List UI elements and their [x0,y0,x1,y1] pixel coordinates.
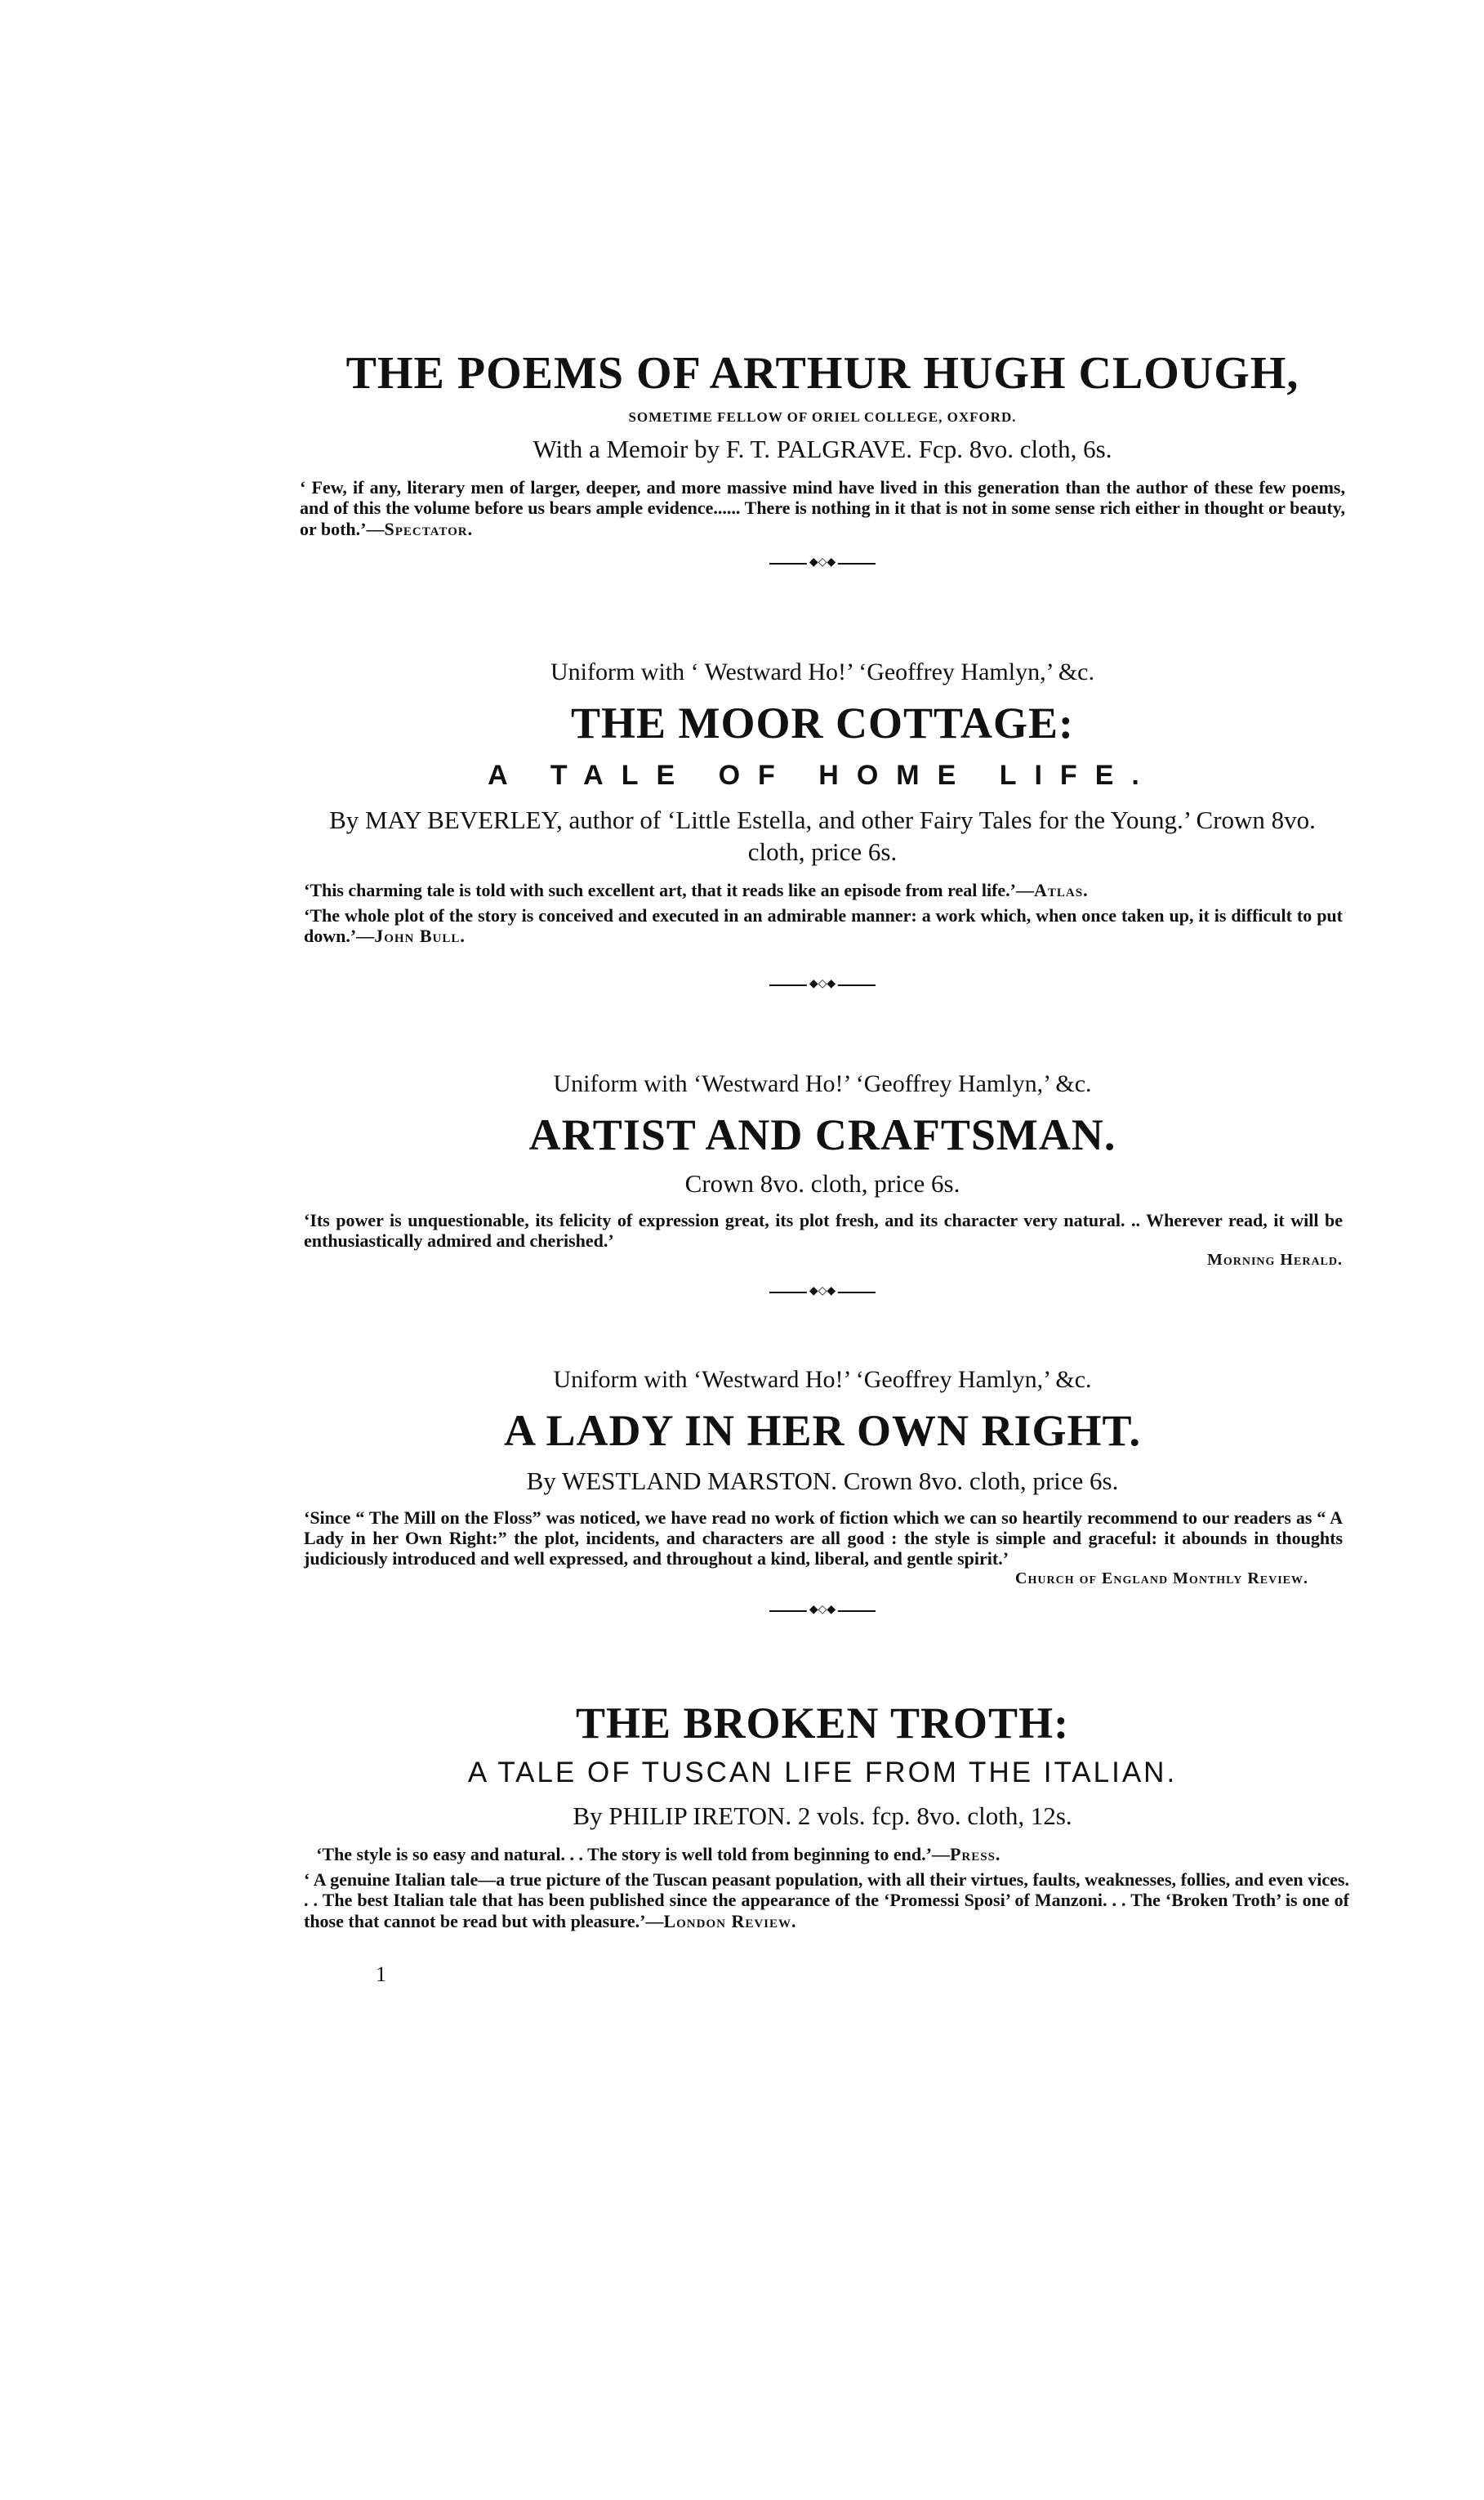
quote-text: ‘The whole plot of the story is conceived and executed in an admirable manner: a work which, when once taken up, it is difficult to put down.’— [304,904,1343,947]
quote-text: ‘ Few, if any, literary men of larger, deeper, and more massive mind have lived in this generation than the author of these few poems, and of this the volume before us bears ample evidence...... There is nothing in it that is not in some sense rich either in thought or beauty, or both.’— [300,477,1345,539]
quote-source: London Review. [663,1910,797,1931]
section-broken-troth [296,1698,1349,1931]
quote-text: ‘Since “ The Mill on the Floss” was noticed, we have read no work of fiction which we can so heartily recommend to our readers as “ A Lady in her Own Right:” the plot, incidents, and characters are all good : the style is simple and graceful: it abounds in thoughts judiciously introduced and well expressed, and throughout a kind, liberal, and gentle spirit.’ [304,1507,1343,1569]
book-meta: By WESTLAND MARSTON. Crown 8vo. cloth, price 6s. [526,1467,1119,1496]
section-artist-craftsman [296,1070,1349,1297]
book-subtitle: A TALE OF HOME LIFE. [488,760,1157,792]
book-subtitle: SOMETIME FELLOW OF ORIEL COLLEGE, OXFORD. [628,409,1017,426]
review-quote [316,1844,1349,1864]
book-title: A LADY IN HER OWN RIGHT. [503,1406,1142,1455]
section-clough [296,347,1349,569]
book-meta: By PHILIP IRETON. 2 vols. fcp. 8vo. cloth, 12s. [573,1801,1072,1831]
quote-source: Spectator. [384,518,474,539]
book-title: ARTIST AND CRAFTSMAN. [528,1110,1116,1159]
book-title: THE BROKEN TROTH: [575,1699,1070,1748]
book-title: THE MOOR COTTAGE: [570,699,1075,748]
diamond-ornament-icon: ◆◇◆ [807,979,838,990]
diamond-ornament-icon: ◆◇◆ [807,557,838,569]
quote-text: ‘This charming tale is told with such excellent art, that it reads like an episode from real life.’— [304,879,1034,900]
book-meta: Crown 8vo. cloth, price 6s. [684,1169,960,1199]
diamond-ornament-icon: ◆◇◆ [807,1286,838,1297]
review-quote [304,905,1343,947]
quote-source: Press. [949,1843,1001,1864]
uniform-note: Uniform with ‘Westward Ho!’ ‘Geoffrey Hamlyn,’ &c. [553,1366,1092,1393]
quote-source: Church of England Monthly Review. [1015,1569,1308,1587]
book-title: THE POEMS OF ARTHUR HUGH CLOUGH, [345,348,1299,399]
review-quote [300,477,1345,539]
quote-source: Atlas. [1034,879,1089,900]
uniform-note: Uniform with ‘Westward Ho!’ ‘Geoffrey Hamlyn,’ &c. [553,1070,1092,1097]
book-meta: By MAY BEVERLEY, author of ‘Little Estella, and other Fairy Tales for the Young.’ Crown 8vo. cloth, price 6s. [329,806,1316,866]
quote-source: Morning Herald. [1207,1251,1343,1270]
review-quote [304,1210,1343,1252]
ornament-divider [769,979,876,990]
quote-text: ‘Its power is unquestionable, its felicity of expression great, its plot fresh, and its character very natural. .. Wherever read, it will be enthusiastically admired and cherished.’ [304,1209,1343,1252]
quote-source: John Bull. [374,926,466,947]
review-quote [304,1869,1349,1931]
ornament-divider [769,1605,876,1616]
diamond-ornament-icon: ◆◇◆ [807,1605,838,1616]
ornament-divider [769,557,876,569]
quote-text: ‘ A genuine Italian tale—a true picture of the Tuscan peasant population, with all their virtues, faults, weaknesses, follies, and even vices. . . The best Italian tale that has been published since the appearance of the ‘Promessi Sposi’ of Manzoni. . . The ‘Broken Troth’ is one of those that cannot be read but with pleasure.’— [304,1869,1349,1931]
uniform-note: Uniform with ‘ Westward Ho!’ ‘Geoffrey Hamlyn,’ &c. [550,658,1094,685]
review-quote [304,880,1343,900]
section-moor-cottage [296,658,1349,990]
signature-mark: 1 [376,1962,386,1986]
ornament-divider [769,1286,876,1297]
review-quote [304,1507,1343,1569]
book-meta: With a Memoir by F. T. PALGRAVE. Fcp. 8vo. cloth, 6s. [533,435,1112,464]
book-subtitle: A TALE OF TUSCAN LIFE FROM THE ITALIAN. [467,1757,1178,1789]
section-lady-own-right [296,1366,1349,1616]
quote-text: ‘The style is so easy and natural. . . The story is well told from beginning to end.’— [316,1843,950,1864]
